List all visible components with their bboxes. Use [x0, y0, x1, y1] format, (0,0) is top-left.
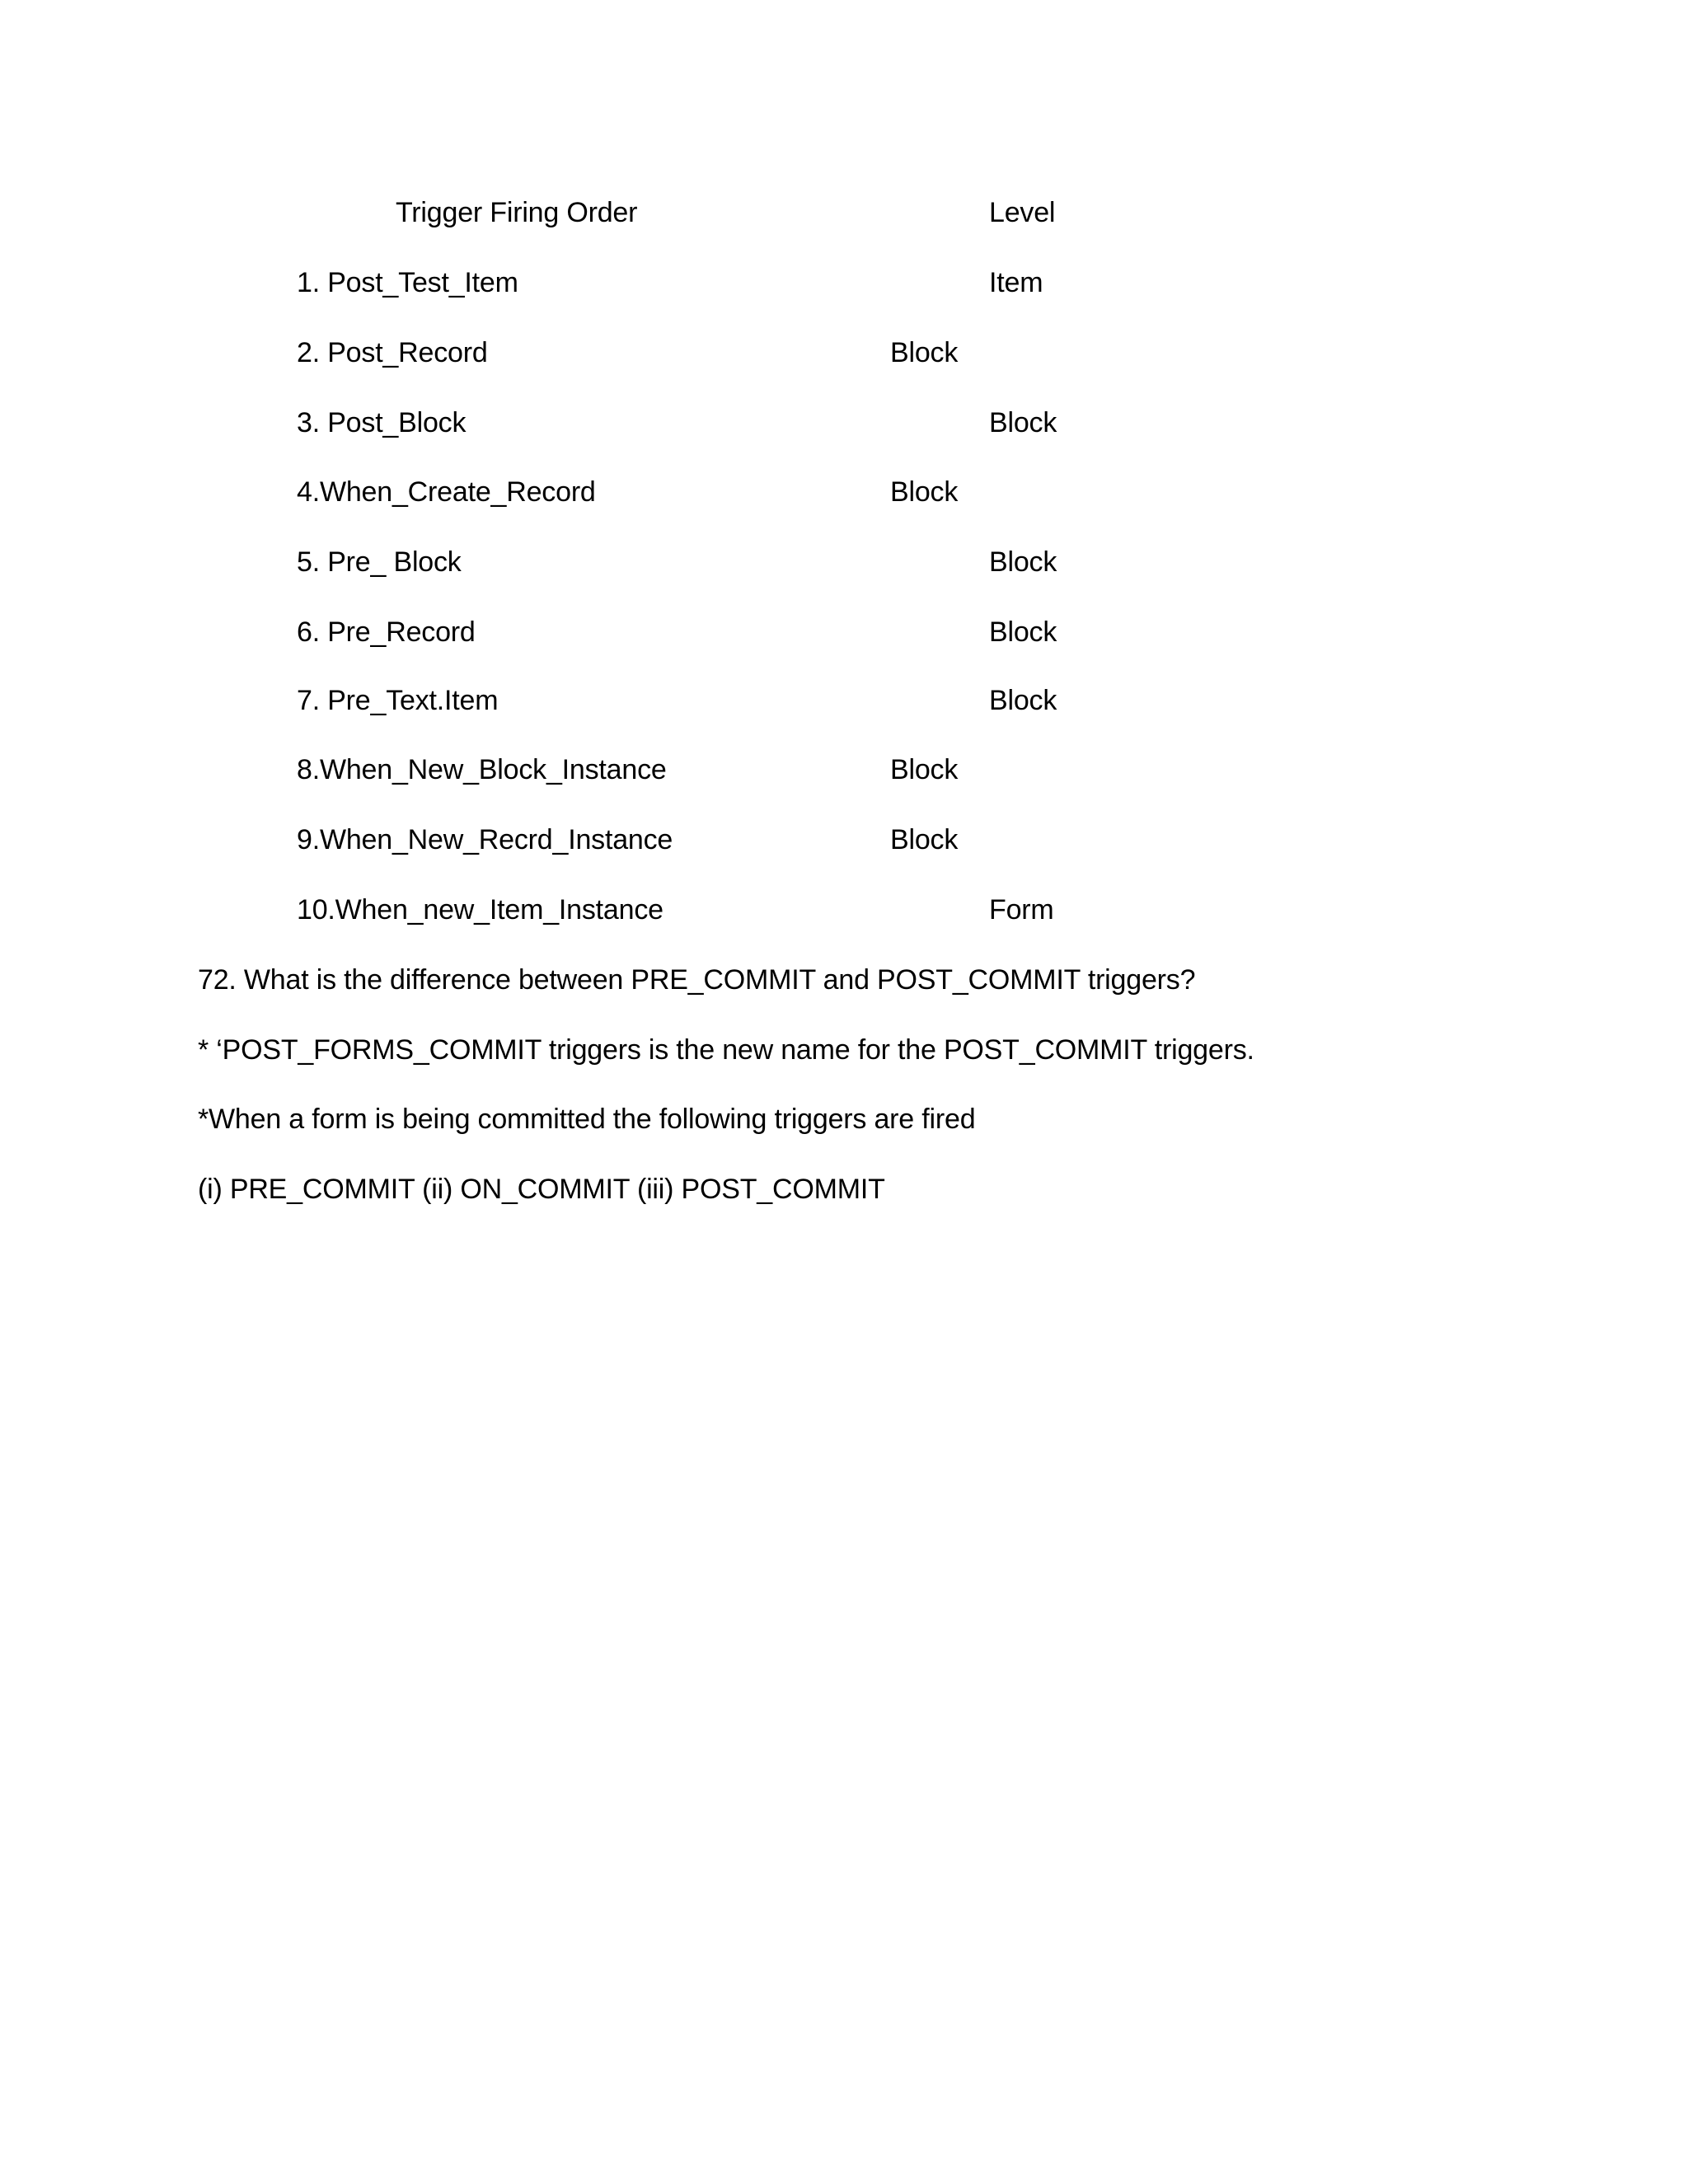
- trigger-order-5: 5. Pre_ Block: [297, 546, 462, 578]
- trigger-level-4: Block: [890, 476, 959, 508]
- trigger-order-9: 9.When_New_Recrd_Instance: [297, 824, 673, 855]
- answer-line-2: *When a form is being committed the following triggers are fired: [198, 1104, 976, 1135]
- trigger-level-1: Item: [989, 267, 1043, 298]
- trigger-level-6: Block: [989, 616, 1057, 648]
- trigger-level-2: Block: [890, 337, 959, 368]
- trigger-level-9: Block: [890, 824, 959, 855]
- header-level: Level: [989, 197, 1056, 228]
- trigger-order-1: 1. Post_Test_Item: [297, 267, 518, 298]
- trigger-level-5: Block: [989, 546, 1057, 578]
- header-trigger-firing-order: Trigger Firing Order: [396, 197, 638, 228]
- trigger-level-7: Block: [989, 685, 1057, 716]
- trigger-order-10: 10.When_new_Item_Instance: [297, 894, 663, 926]
- trigger-order-3: 3. Post_Block: [297, 407, 467, 438]
- trigger-order-8: 8.When_New_Block_Instance: [297, 754, 667, 785]
- trigger-order-6: 6. Pre_Record: [297, 616, 476, 648]
- question-72: 72. What is the difference between PRE_COMMIT and POST_COMMIT triggers?: [198, 964, 1196, 996]
- trigger-order-2: 2. Post_Record: [297, 337, 488, 368]
- answer-line-3: (i) PRE_COMMIT (ii) ON_COMMIT (iii) POST_COMMIT: [198, 1174, 885, 1205]
- trigger-order-7: 7. Pre_Text.Item: [297, 685, 499, 716]
- answer-line-1: * ‘POST_FORMS_COMMIT triggers is the new name for the POST_COMMIT triggers.: [198, 1034, 1254, 1066]
- trigger-order-4: 4.When_Create_Record: [297, 476, 596, 508]
- trigger-level-8: Block: [890, 754, 959, 785]
- trigger-level-10: Form: [989, 894, 1054, 926]
- trigger-level-3: Block: [989, 407, 1057, 438]
